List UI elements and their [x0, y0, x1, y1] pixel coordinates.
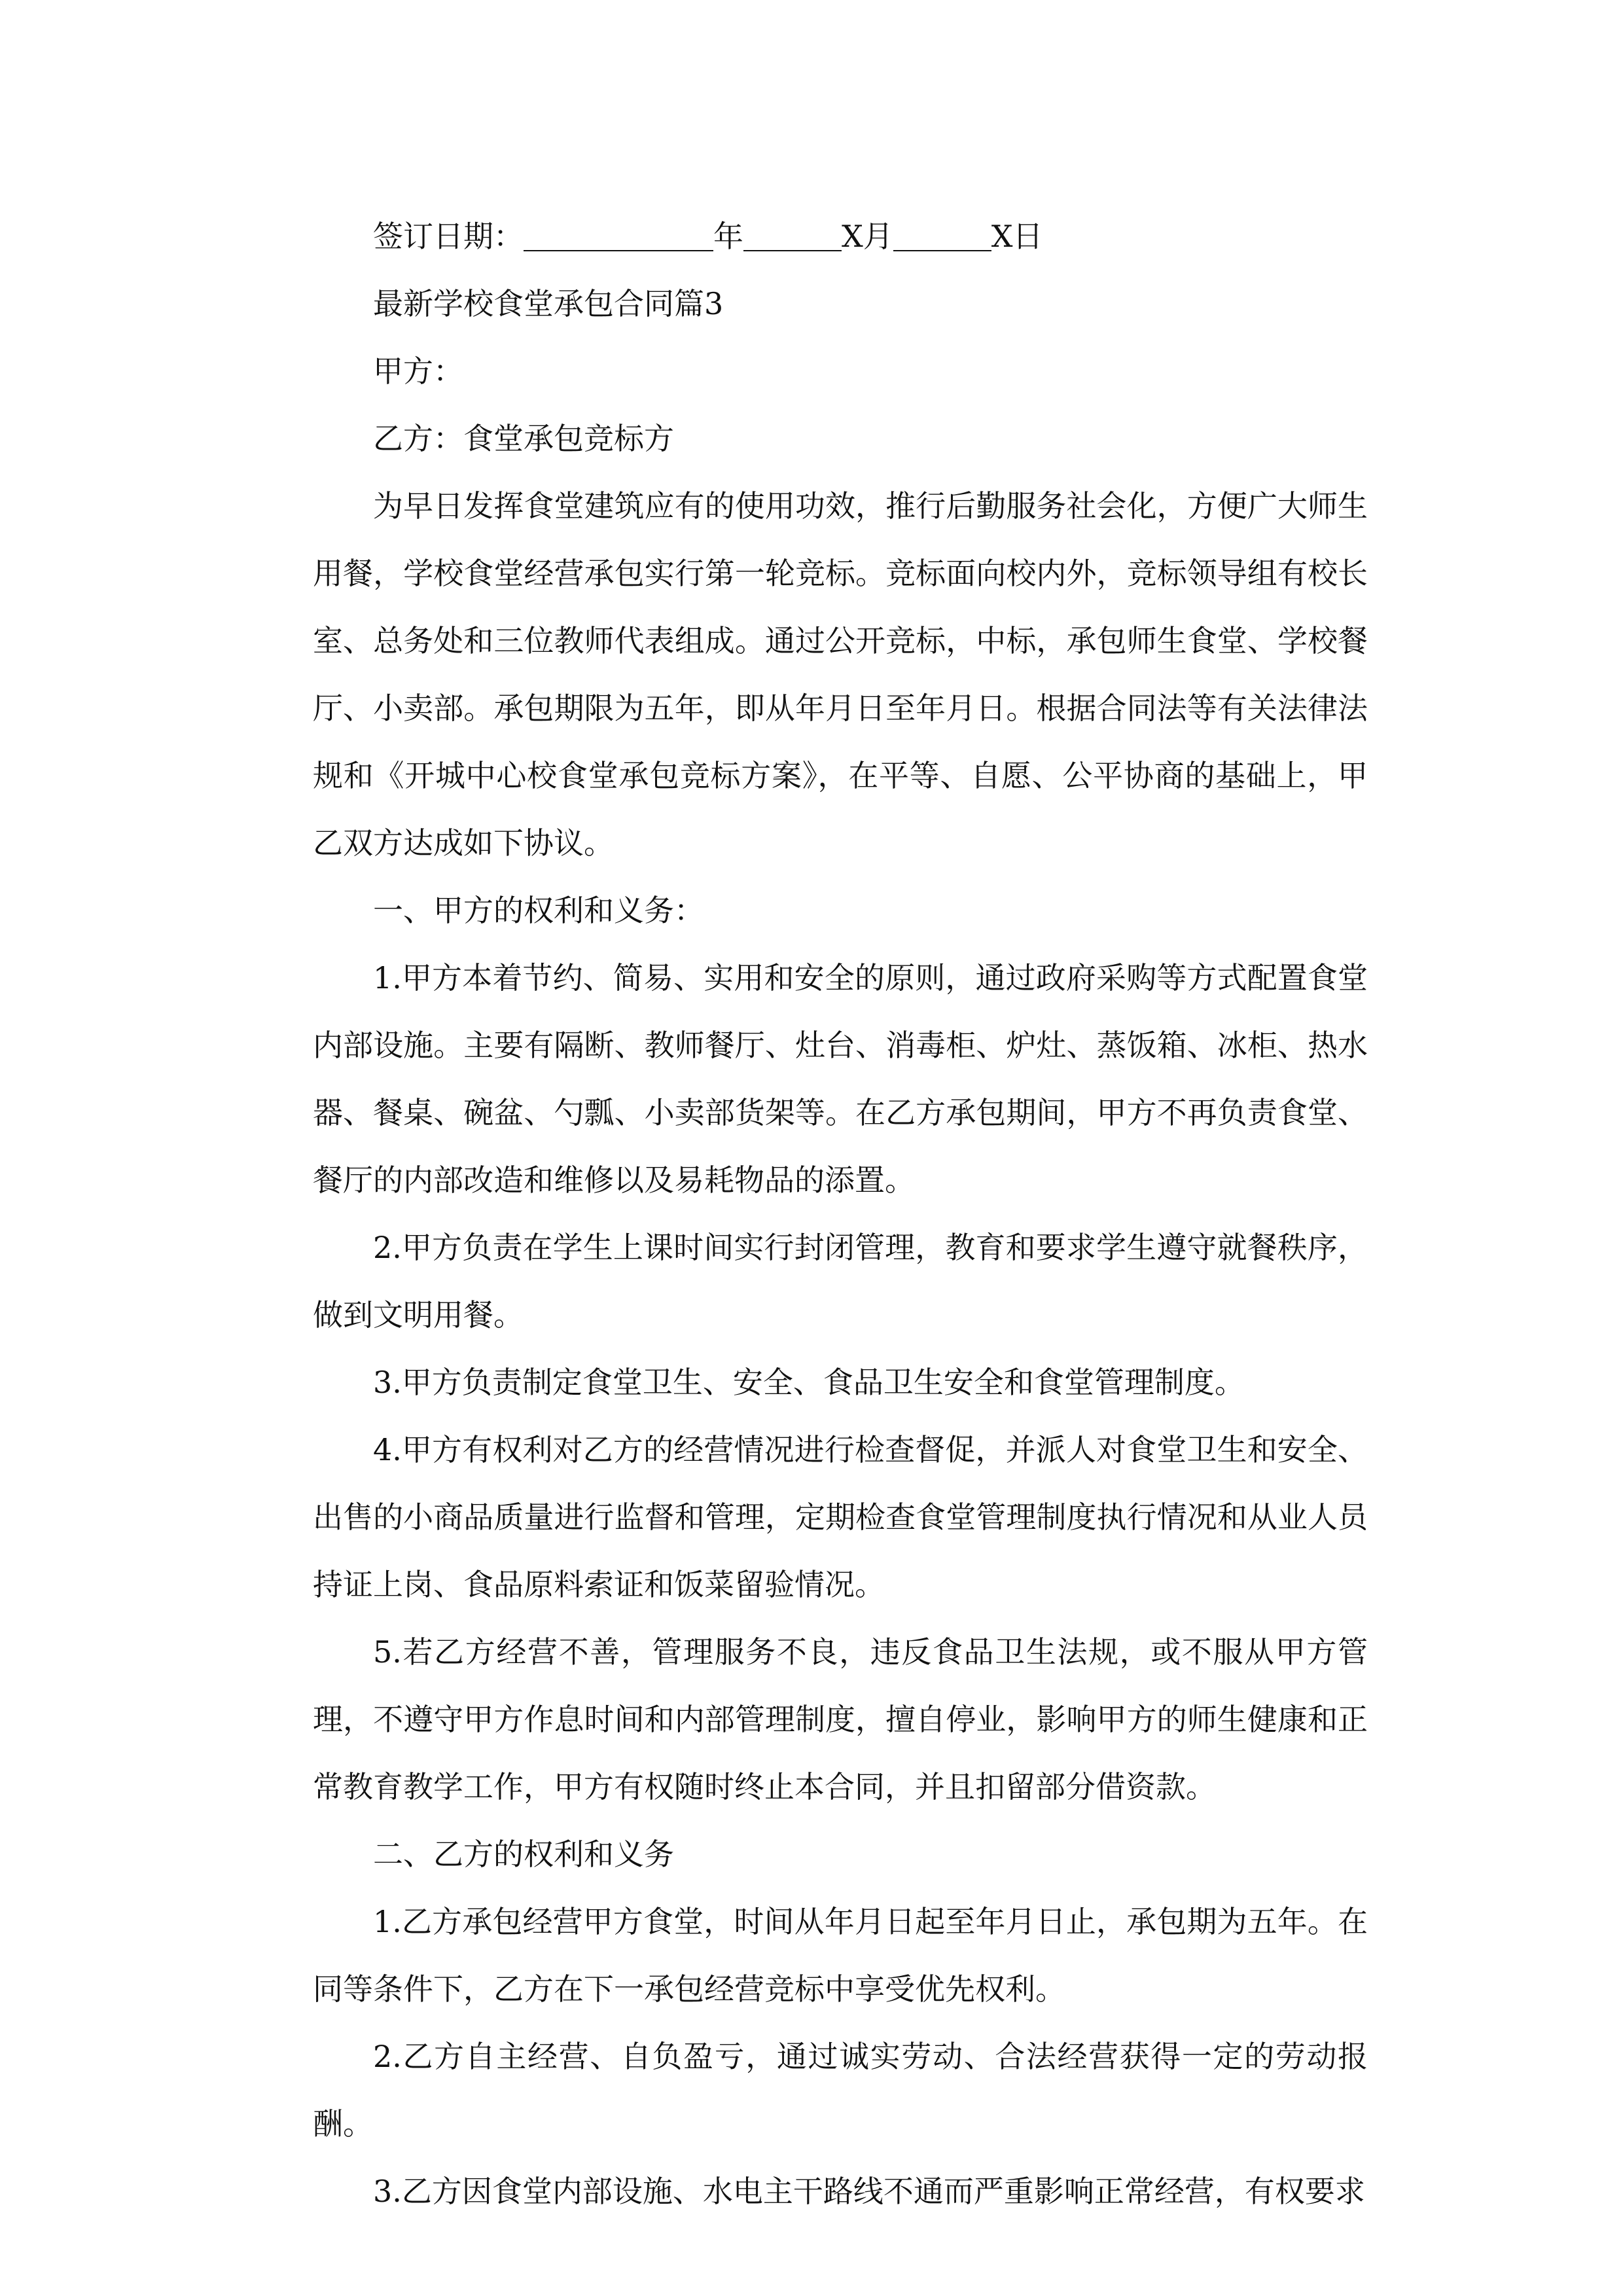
section2-item-1: 1.乙方承包经营甲方食堂，时间从年月日起至年月日止，承包期为五年。在同等条件下，乙方在下一承包经营竞标中享受优先权利。 — [313, 1904, 1368, 2007]
section2-item-2: 2.乙方自主经营、自负盈亏，通过诚实劳动、合法经营获得一定的劳动报酬。 — [313, 2039, 1368, 2142]
sign-date-line — [313, 203, 1368, 270]
day-blank — [893, 220, 991, 251]
section2-heading: 二、乙方的权利和义务 — [373, 1837, 674, 1872]
sign-date-label: 签订日期： — [373, 219, 524, 254]
section1-heading: 一、甲方的权利和义务： — [373, 893, 704, 928]
party-a: 甲方： — [373, 353, 463, 389]
section2-item-3: 3.乙方因食堂内部设施、水电主干路线不通而严重影响正常经营，有权要求 — [373, 2174, 1365, 2209]
day-value: X — [991, 219, 1013, 254]
year-label: 年 — [713, 219, 743, 254]
section1-item-1: 1.甲方本着节约、简易、实用和安全的原则，通过政府采购等方式配置食堂内部设施。主要有隔断、教师餐厅、灶台、消毒柜、炉灶、蒸饭箱、冰柜、热水器、餐桌、碗盆、勺瓢、小卖部货架等。在乙方承包期间，甲方不再负责食堂、餐厅的内部改造和维修以及易耗物品的添置。 — [313, 960, 1368, 1198]
section1-item-5: 5.若乙方经营不善，管理服务不良，违反食品卫生法规，或不服从甲方管理，不遵守甲方作息时间和内部管理制度，擅自停业，影响甲方的师生健康和正常教育教学工作，甲方有权随时终止本合同，并且扣留部分借资款。 — [313, 1634, 1368, 1804]
year-blank — [524, 220, 713, 251]
party-b: 乙方：食堂承包竞标方 — [373, 421, 674, 456]
intro-paragraph: 为早日发挥食堂建筑应有的使用功效，推行后勤服务社会化，方便广大师生用餐，学校食堂经营承包实行第一轮竞标。竞标面向校内外，竞标领导组有校长室、总务处和三位教师代表组成。通过公开竞标，中标，承包师生食堂、学校餐厅、小卖部。承包期限为五年，即从年月日至年月日。根据合同法等有关法律法规和《开城中心校食堂承包竞标方案》，在平等、自愿、公平协商的基础上，甲乙双方达成如下协议。 — [313, 488, 1368, 861]
contract-title: 最新学校食堂承包合同篇3 — [373, 286, 724, 321]
day-label: 日 — [1012, 219, 1043, 254]
month-value: X — [842, 219, 863, 254]
section1-item-2: 2.甲方负责在学生上课时间实行封闭管理，教育和要求学生遵守就餐秩序，做到文明用餐。 — [313, 1230, 1368, 1333]
section1-item-4: 4.甲方有权利对乙方的经营情况进行检查督促，并派人对食堂卫生和安全、出售的小商品质量进行监督和管理，定期检查食堂管理制度执行情况和从业人员持证上岗、食品原料索证和饭菜留验情况。 — [313, 1432, 1368, 1602]
month-label: 月 — [863, 219, 893, 254]
document-page — [313, 203, 1368, 2225]
section1-item-3: 3.甲方负责制定食堂卫生、安全、食品卫生安全和食堂管理制度。 — [373, 1365, 1245, 1400]
month-blank — [743, 220, 842, 251]
